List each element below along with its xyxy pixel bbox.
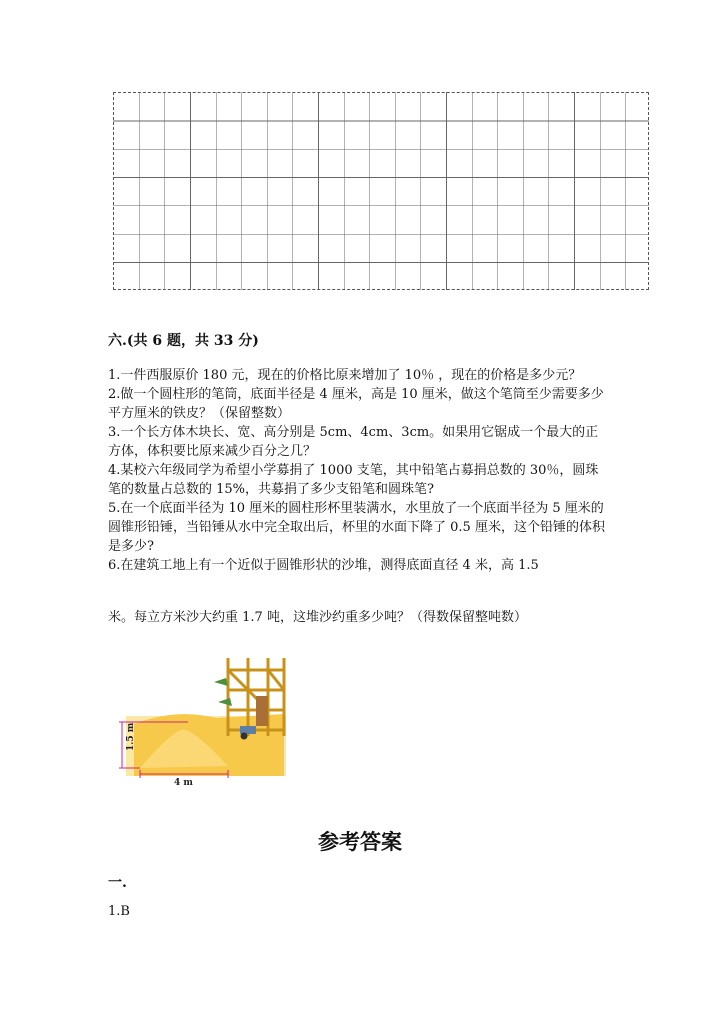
question-3: 3.一个长方体木块长、宽、高分别是 5cm、4cm、3cm。如果用它锯成一个最大的正方体，体积要比原来减少百分之几？	[108, 425, 599, 459]
height-label: 1.5 m	[126, 722, 136, 751]
answer-title: 参考答案	[318, 829, 402, 854]
answer-section-1: 一.	[108, 875, 127, 891]
question-6: 6.在建筑工地上有一个近似于圆锥形状的沙堆，测得底面直径 4 米，高 1.5	[108, 558, 539, 573]
question-4: 4.某校六年级同学为希望小学募捐了 1000 支笔，其中铅笔占募捐总数的 30％，圆珠笔的数量占总数的 15%，共募捐了多少支铅笔和圆珠笔?	[108, 463, 599, 497]
writing-grid	[113, 92, 649, 290]
question-list	[108, 366, 608, 575]
sand-pile-illustration	[116, 656, 286, 786]
diameter-label: 4 m	[174, 778, 193, 786]
question-6-continued: 米。每立方米沙大约重 1.7 吨，这堆沙约重多少吨？（得数保留整吨数）	[108, 610, 527, 625]
question-5: 5.在一个底面半径为 10 厘米的圆柱形杯里装满水，水里放了一个底面半径为 5 厘米的圆锥形铅锤，当铅锤从水中完全取出后，杯里的水面下降了 0.5 厘米，这个铅锤的体积是多少?	[108, 501, 605, 554]
answer-item-1: 1.B	[108, 904, 130, 919]
question-1: 1.一件西服原价 180 元，现在的价格比原来增加了 10％ ，现在的价格是多少元？	[108, 368, 582, 383]
question-2: 2.做一个圆柱形的笔筒，底面半径是 4 厘米，高是 10 厘米，做这个笔筒至少需要多少平方厘米的铁皮？（保留整数）	[108, 387, 604, 421]
section-title: 六.(共 6 题，共 33 分)	[108, 333, 259, 349]
